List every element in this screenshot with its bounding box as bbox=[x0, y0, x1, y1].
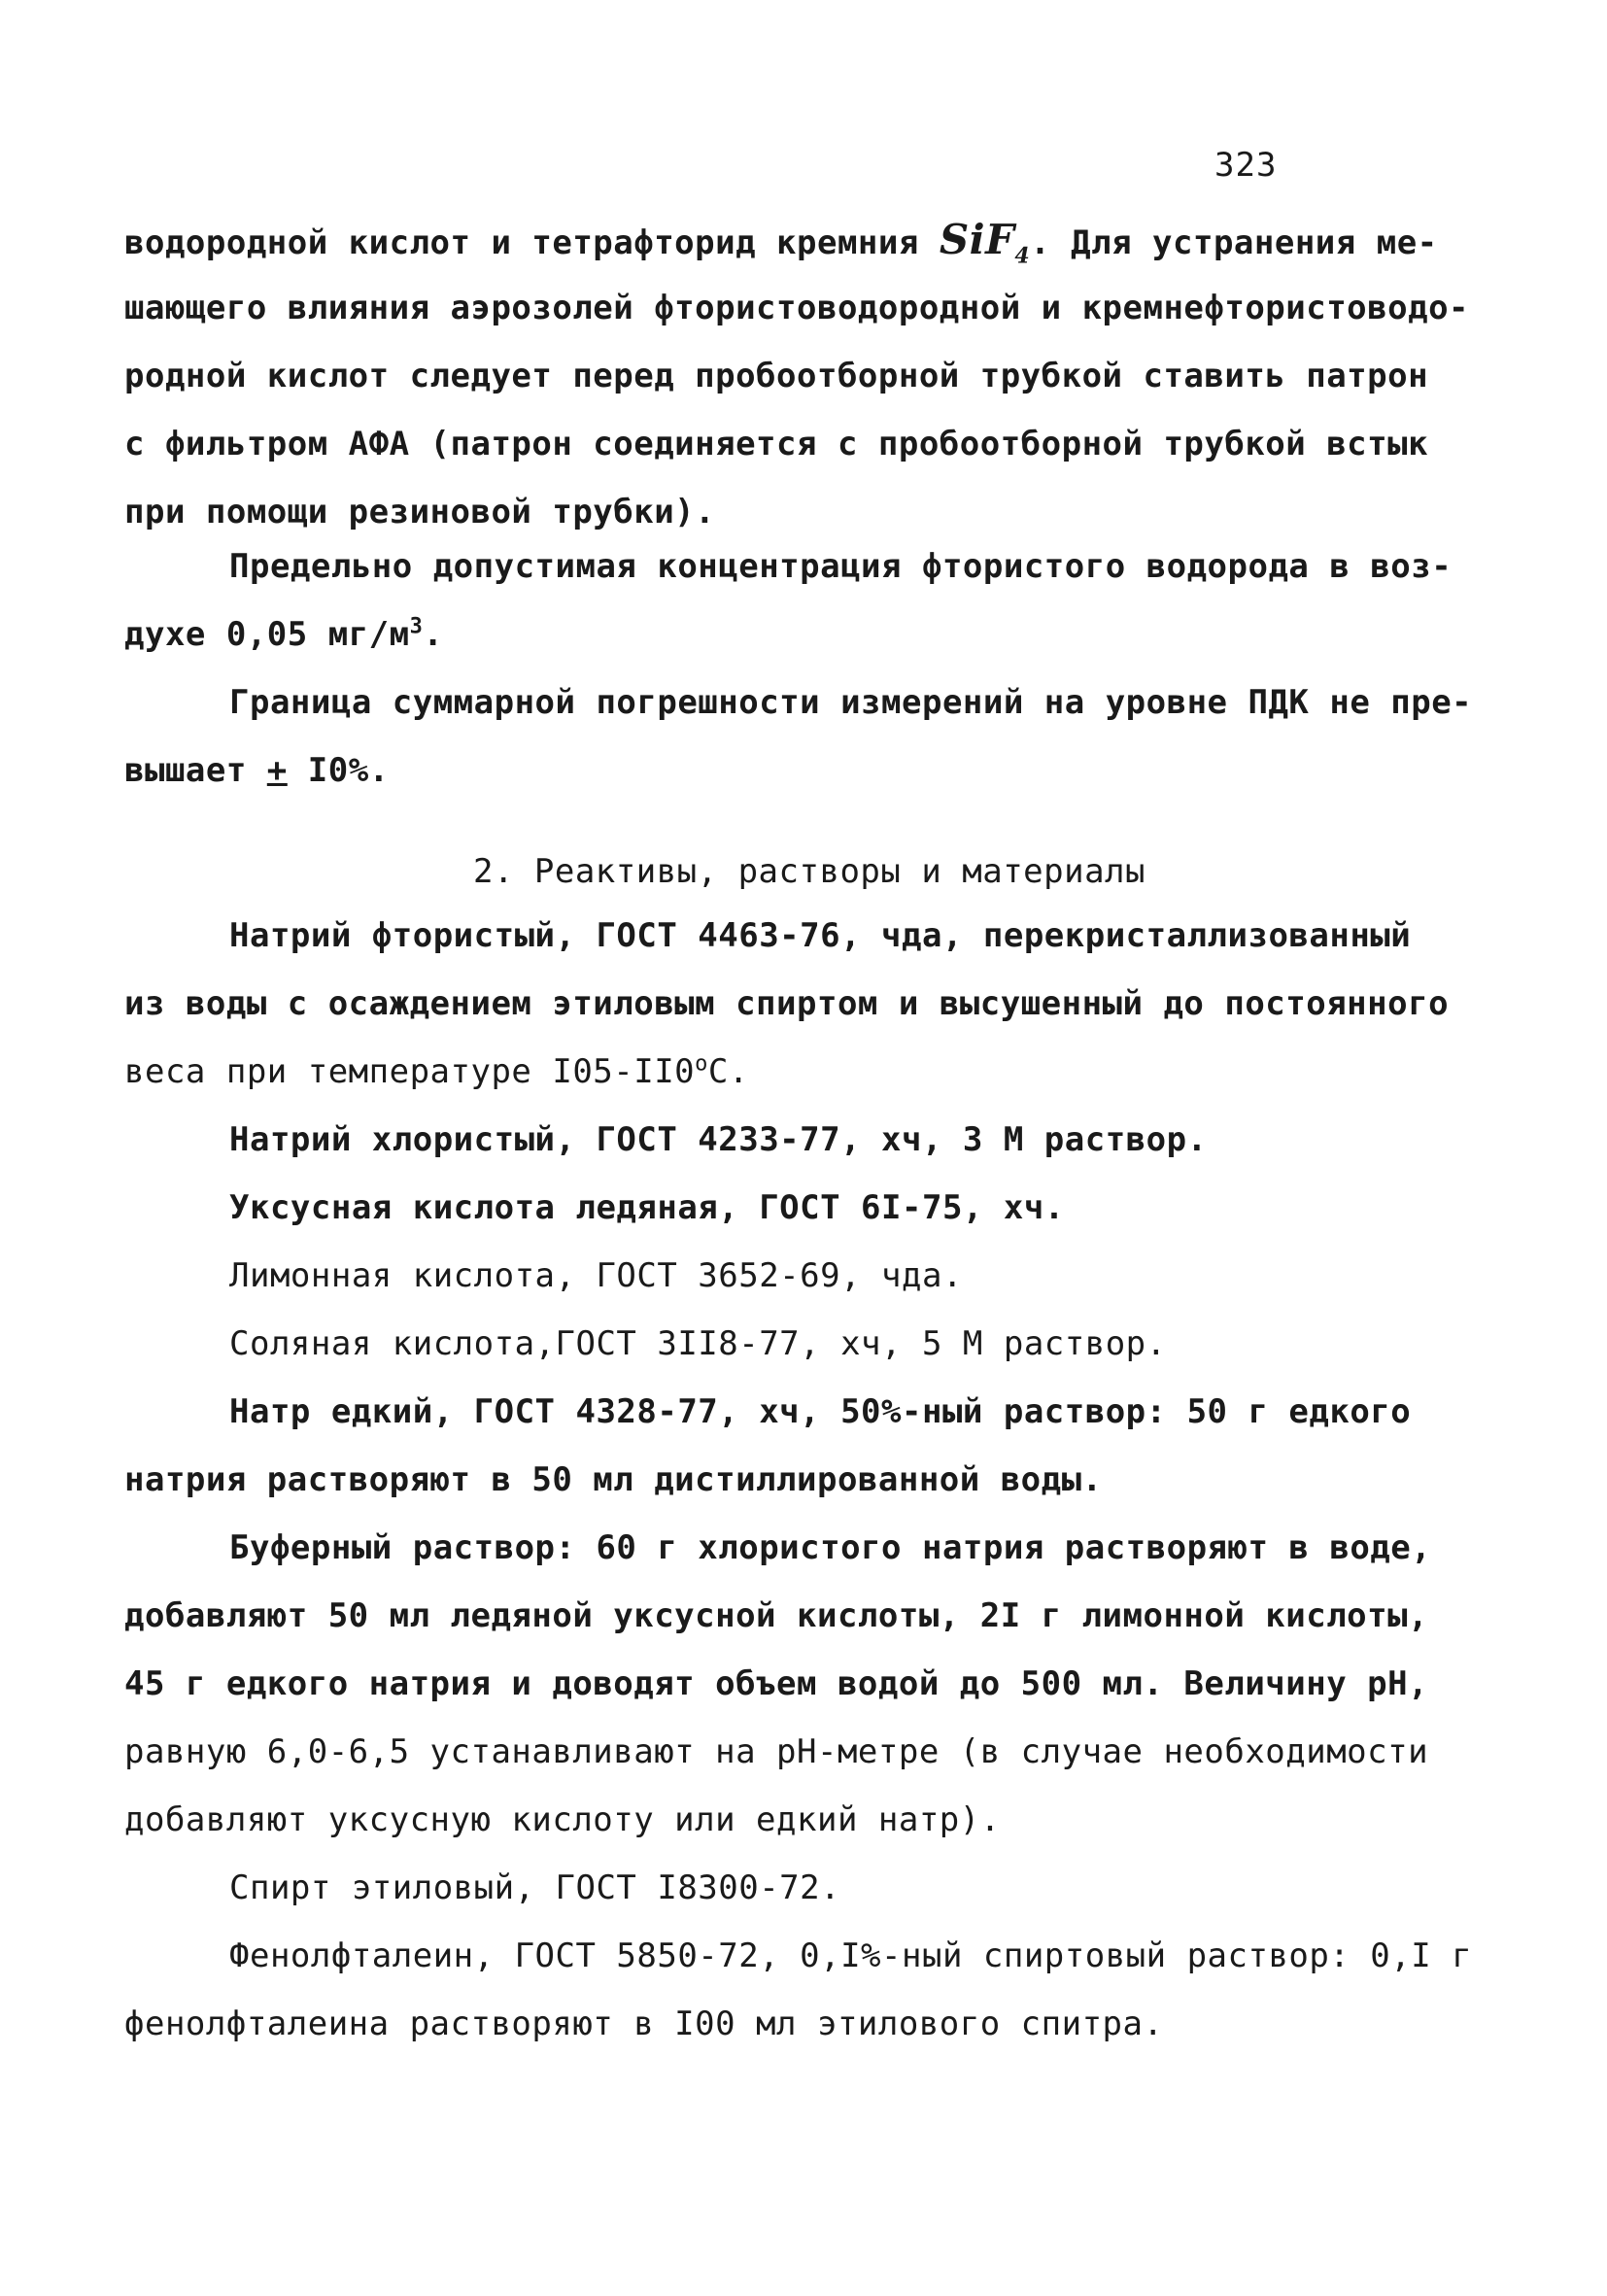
text-line: из воды с осаждением этиловым спиртом и высушенный до постоянного bbox=[124, 984, 1450, 1023]
formula-sif4 bbox=[939, 216, 1031, 269]
text-line: Фенолфталеин, ГОСТ 5850-72, 0,I%-ный спиртовый раствор: 0,I г bbox=[229, 1936, 1473, 1975]
text-span: духе 0,05 мг/м bbox=[124, 615, 410, 654]
formula-subscript: 4 bbox=[1014, 243, 1031, 269]
text-line: Натрий фтористый, ГОСТ 4463-76, чда, перекристаллизованный bbox=[229, 916, 1412, 955]
text-span: . bbox=[423, 615, 444, 654]
superscript: 3 bbox=[409, 614, 424, 639]
reagent-item: Спирт этиловый, ГОСТ I8300-72. bbox=[229, 1868, 841, 1907]
paragraph-hf-interference bbox=[124, 206, 1494, 546]
reagent-item: Уксусная кислота ледяная, ГОСТ 6I-75, хч. bbox=[229, 1188, 1065, 1227]
reagent-item: Натрий хлористый, ГОСТ 4233-77, хч, 3 М раствор. bbox=[229, 1120, 1208, 1159]
text-span: вышает bbox=[124, 751, 267, 790]
text-line: родной кислот следует перед пробоотборной трубкой ставить патрон bbox=[124, 357, 1429, 395]
section-heading bbox=[124, 838, 1494, 906]
text-line bbox=[124, 600, 1494, 668]
paragraph-mac-limit bbox=[124, 532, 1494, 668]
text-line: Буферный раствор: 60 г хлористого натрия растворяют в воде, bbox=[229, 1528, 1432, 1567]
text-span: С. bbox=[707, 1052, 749, 1091]
text-line: 45 г едкого натрия и доводят объем водой до 500 мл. Величину pH, bbox=[124, 1664, 1429, 1703]
reagents-list bbox=[124, 902, 1494, 2058]
text-line: фенолфталеина растворяют в I00 мл этилового спитра. bbox=[124, 2005, 1164, 2043]
text-line: при помощи резиновой трубки). bbox=[124, 493, 716, 531]
text-line: Натр едкий, ГОСТ 4328-77, хч, 50%-ный раствор: 50 г едкого bbox=[229, 1392, 1412, 1431]
text-line bbox=[124, 1038, 1494, 1106]
text-line: Предельно допустимая концентрация фтористого водорода в воз- bbox=[229, 547, 1453, 586]
text-line: Граница суммарной погрешности измерений на уровне ПДК не пре- bbox=[229, 683, 1473, 722]
text-span: . Для устранения ме- bbox=[1030, 223, 1438, 262]
reagent-item: Соляная кислота,ГОСТ 3II8-77, хч, 5 М раствор. bbox=[229, 1324, 1167, 1363]
text-line bbox=[124, 737, 1494, 805]
section-title: 2. Реактивы, растворы и материалы bbox=[472, 852, 1145, 891]
formula-text: SiF bbox=[939, 216, 1015, 263]
text-span: I0%. bbox=[287, 751, 390, 790]
text-line: с фильтром АФА (патрон соединяется с пробоотборной трубкой встык bbox=[124, 425, 1429, 463]
text-line bbox=[124, 206, 1494, 274]
plus-minus-sign: + bbox=[266, 751, 288, 790]
text-line: натрия растворяют в 50 мл дистиллированной воды. bbox=[124, 1460, 1103, 1499]
page-number: 323 bbox=[1214, 146, 1278, 185]
text-span: веса при температуре I05-II0 bbox=[124, 1052, 696, 1091]
reagent-item: Лимонная кислота, ГОСТ 3652-69, чда. bbox=[229, 1256, 963, 1295]
text-span: водородной кислот и тетрафторид кремния bbox=[124, 223, 919, 262]
text-line: добавляют уксусную кислоту или едкий натр). bbox=[124, 1800, 1001, 1839]
text-line: шающего влияния аэрозолей фтористоводородной и кремнефтористоводо- bbox=[124, 289, 1470, 327]
superscript: o bbox=[695, 1051, 708, 1077]
text-line: добавляют 50 мл ледяной уксусной кислоты, 2I г лимонной кислоты, bbox=[124, 1596, 1429, 1635]
text-line: равную 6,0-6,5 устанавливают на pH-метре (в случае необходимости bbox=[124, 1732, 1429, 1771]
paragraph-error-bound bbox=[124, 668, 1494, 805]
